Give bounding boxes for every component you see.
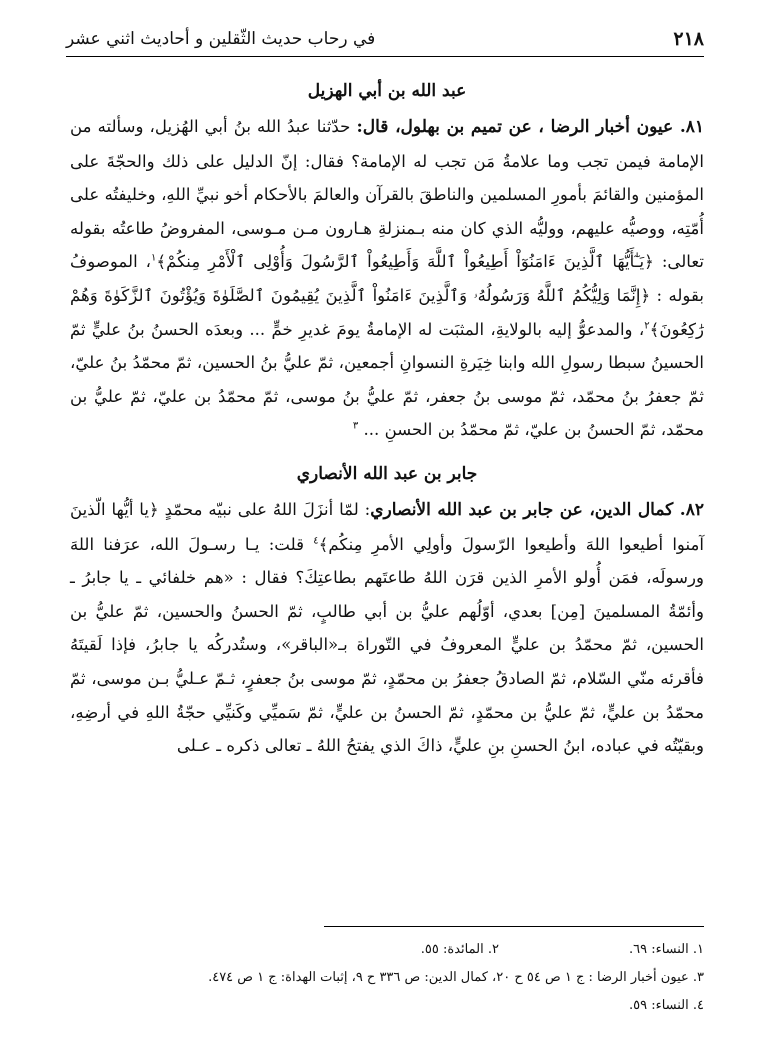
hadith-text: قلت: يـا رسـولَ الله، عرَفنا اللهَ ورسولَه، فمَن أُولو الأمرِ الذين قرَن اللهُ طاعتَهم بطاعتِكَ؟ فقال : «هم خلفائي ـ يا جابرُ ـ وأئمّةُ المسلمينَ [مِن] بعدي، أوّلُهم عليُّ بن أبي طالبٍ، ثمّ الحسنُ والحسين، ثمّ عليُّ بن الحسين، ثمّ محمّدُ بن عليٍّ المعروفُ في التّوراة بـ«الباقر»، وستُدركُه يا جابرُ، فإذا لَقيتَهُ فأقرئه منّي السّلام، ثمّ الصادقُ جعفرُ بن محمّدٍ، ثمّ موسى بنُ جعفرٍ، ثـمّ عـليُّ بـن موسى، ثمّ محمّدُ بن عليٍّ، ثمّ عليُّ بن محمّدٍ، ثمّ الحسنُ بن عليٍّ، ثمّ سَميِّي وكَنيِّي حجّةُ اللهِ في أرضِهِ، وبقيّتُه في عباده، ابنُ الحسنِ بنِ عليٍّ، ذاكَ الذي يفتحُ اللهُ ـ تعالى ذكره ـ عـلى — [70, 534, 704, 756]
hadith-paragraph — [70, 110, 704, 447]
hadith-paragraph — [70, 493, 704, 763]
hadith-source: ٨١. عيون أخبار الرضا ، عن تميم بن بهلول، قال: — [356, 117, 705, 137]
footnote-ref: ٣ — [352, 420, 359, 432]
footnote-ref: ١ — [151, 252, 157, 264]
hadith-text: حدّثنا عبدُ الله بنُ أبي الهُزيل، وسألته من الإمامة فيمن تجب وما علامةُ مَن تجب له الإمامة؟ فقال: إنّ الدليل على ذلك والحجّةَ على المؤمنين والقائمَ بأمورِ المسلمين والناطقَ بالقرآن والعالمَ بالأحكام أخو نبيِّ اللهِ، وخليفتُه على أُمّتِه، ووصيُّه عليهم، ووليُّه الذي كان منه بـمنزلةِ هـارون مـن مـوسى، المفروضُ طاعتُه بقوله تعالى: ﴿يَـٰٓأَيُّهَا ٱلَّذِينَ ءَامَنُوٓاْ أَطِيعُواْ ٱللَّهَ وَأَطِيعُواْ ٱلرَّسُولَ وَأُوْلِى ٱلْأَمْرِ مِنكُمْ﴾ — [70, 117, 704, 272]
footnote-4: ٤. النساء: ٥٩. — [628, 998, 704, 1013]
footnotes — [70, 936, 704, 1020]
page-header — [66, 22, 704, 57]
footnote-2: ٢. المائدة: ٥٥. — [420, 942, 499, 957]
page-number: ٢١٨ — [673, 28, 704, 50]
footnote-ref: ٢ — [644, 320, 650, 332]
hadith-source: ٨٢. كمال الدين، عن جابر بن عبد الله الأنصاري — [370, 499, 704, 520]
footnote-ref: ٤ — [313, 535, 319, 546]
hadith-text: ، والمدعوُّ إليه بالولايةِ، المثبَت له الإمامةُ يومَ غديرِ خمٍّ ... وبعدَه الحسنُ بنُ عليٍّ ثمّ الحسينُ سبطا رسولِ الله وابنا خِيَرةِ النسوانِ أجمعين، ثمّ عليُّ بنُ الحسين، ثمّ محمّدُ بنُ عليّ، ثمّ جعفرُ بنُ محمّد، ثمّ موسى بنُ جعفر، ثمّ عليُّ بنُ موسى، ثمّ محمّدُ بن عليّ، ثمّ عليُّ بن محمّد، ثمّ الحسنُ بن عليّ، ثمّ محمّدُ بن الحسنِ ... — [70, 319, 704, 440]
footnote-divider — [324, 926, 704, 927]
main-text — [70, 70, 704, 763]
footnote-3: ٣. عيون أخبار الرضا : ج ١ ص ٥٤ ح ٢٠، كمال الدين: ص ٣٣٦ ح ٩، إثبات الهداة: ج ١ ص ٤٧٤. — [208, 970, 704, 985]
running-title: في رحاب حديث الثّقلين و أحاديث اثني عشر — [66, 29, 376, 49]
section-heading: عبد الله بن أبي الهزيل — [307, 81, 467, 101]
section-heading: جابر بن عبد الله الأنصاري — [296, 463, 478, 484]
footnote-1: ١. النساء: ٦٩. — [628, 942, 704, 957]
hadith-text: ، الموصوفُ بقوله : ﴿إِنَّمَا وَلِيُّكُمُ ٱللَّهُ وَرَسُولُهُۥ وَٱلَّذِينَ ءَامَنُواْ ٱلَّذِينَ يُقِيمُونَ ٱلصَّلَوٰةَ وَيُؤْتُونَ ٱلزَّكَوٰةَ وَهُمْ رَٰكِعُونَ﴾ — [70, 252, 704, 339]
footnote-row — [70, 936, 704, 964]
hadith-text: : لمّا أنزَلَ اللهُ على نبيّه محمّدٍ ﴿يا أيُّها الّذينَ آمنوا أطيعوا اللهَ وأطيعوا الرّسولَ وأولِي الأمرِ مِنكُم﴾ — [70, 499, 705, 554]
